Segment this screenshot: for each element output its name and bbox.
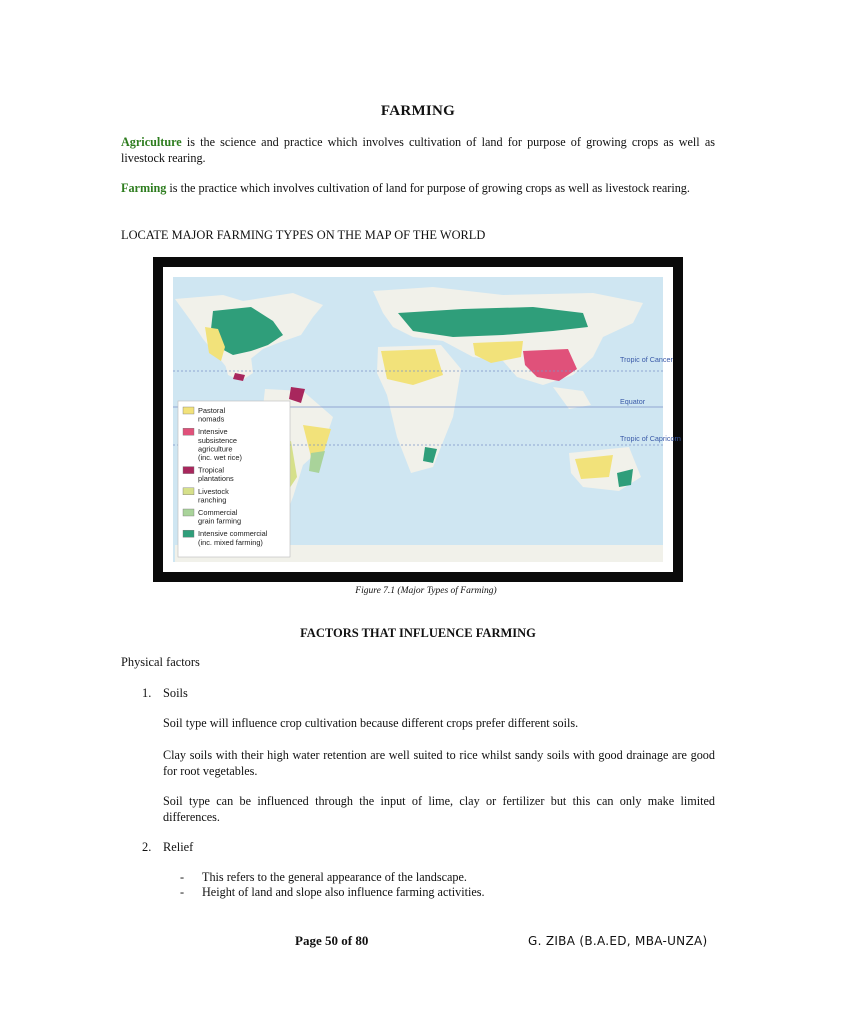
legend-label: Commercial grain farming bbox=[198, 508, 242, 526]
legend-swatch bbox=[183, 488, 194, 495]
author-credit: G. ZIBA (B.A.ED, MBA-UNZA) bbox=[528, 934, 708, 948]
legend-swatch bbox=[183, 509, 194, 516]
term-farming: Farming bbox=[121, 181, 167, 195]
definition-agriculture bbox=[121, 135, 715, 166]
legend-label: Intensive commercial (inc. mixed farming) bbox=[198, 529, 268, 547]
term-agriculture: Agriculture bbox=[121, 135, 182, 149]
definition-agriculture-text: is the science and practice which involves cultivation of land for purpose of growing crops as well as livestock rearing. bbox=[121, 135, 715, 165]
map-legend bbox=[178, 401, 290, 557]
page-total: 80 bbox=[355, 933, 369, 948]
legend-swatch bbox=[183, 467, 194, 474]
map-graphic bbox=[173, 277, 681, 562]
legend-label: Tropical plantations bbox=[198, 465, 234, 484]
bullet-marker: - bbox=[180, 885, 185, 899]
soils-paragraph-3: Soil type can be influenced through the input of lime, clay or fertilizer but this can only make limited differences. bbox=[163, 794, 715, 824]
relief-bullet-1: This refers to the general appearance of the landscape. bbox=[202, 870, 467, 884]
item-2-title: Relief bbox=[163, 840, 194, 854]
physical-factors-label: Physical factors bbox=[121, 655, 200, 669]
legend-swatch bbox=[183, 407, 194, 414]
legend-swatch bbox=[183, 530, 194, 537]
item-2-number: 2. bbox=[142, 840, 152, 854]
factors-heading: FACTORS THAT INFLUENCE FARMING bbox=[300, 626, 536, 640]
item-1-number: 1. bbox=[142, 686, 152, 700]
page-current: 50 bbox=[324, 933, 338, 948]
tropic-of-capricorn-label: Tropic of Capricorn bbox=[620, 434, 681, 443]
page-number bbox=[295, 933, 368, 949]
page-prefix: Page bbox=[295, 933, 325, 948]
australia-pastoral bbox=[575, 455, 613, 479]
figure-caption: Figure 7.1 (Major Types of Farming) bbox=[355, 586, 497, 596]
page-of: of bbox=[337, 933, 356, 948]
bullet-marker: - bbox=[180, 870, 185, 884]
tropic-of-cancer-label: Tropic of Cancer bbox=[620, 355, 673, 364]
legend-label: Pastoral nomads bbox=[198, 406, 226, 424]
equator-label: Equator bbox=[620, 397, 646, 406]
soils-paragraph-2: Clay soils with their high water retention are well suited to rice whilst sandy soils with good drainage are good for root vegetables. bbox=[163, 748, 715, 778]
relief-bullet-2: Height of land and slope also influence farming activities. bbox=[202, 885, 485, 899]
page-title: FARMING bbox=[380, 103, 456, 119]
world-farming-map bbox=[153, 257, 683, 582]
soils-paragraph-1: Soil type will influence crop cultivation because different crops prefer different soils. bbox=[163, 716, 579, 730]
locate-heading: LOCATE MAJOR FARMING TYPES ON THE MAP OF THE WORLD bbox=[121, 228, 486, 242]
definition-farming bbox=[121, 181, 715, 197]
legend-label: Intensive subsistence agriculture (inc. wet rice) bbox=[198, 427, 242, 462]
definition-farming-text: is the practice which involves cultivation of land for purpose of growing crops as well as livestock rearing. bbox=[166, 181, 690, 195]
map-inner-frame bbox=[163, 267, 681, 572]
legend-label: Livestock ranching bbox=[198, 486, 229, 505]
legend-swatch bbox=[183, 428, 194, 435]
item-1-title: Soils bbox=[163, 686, 188, 700]
